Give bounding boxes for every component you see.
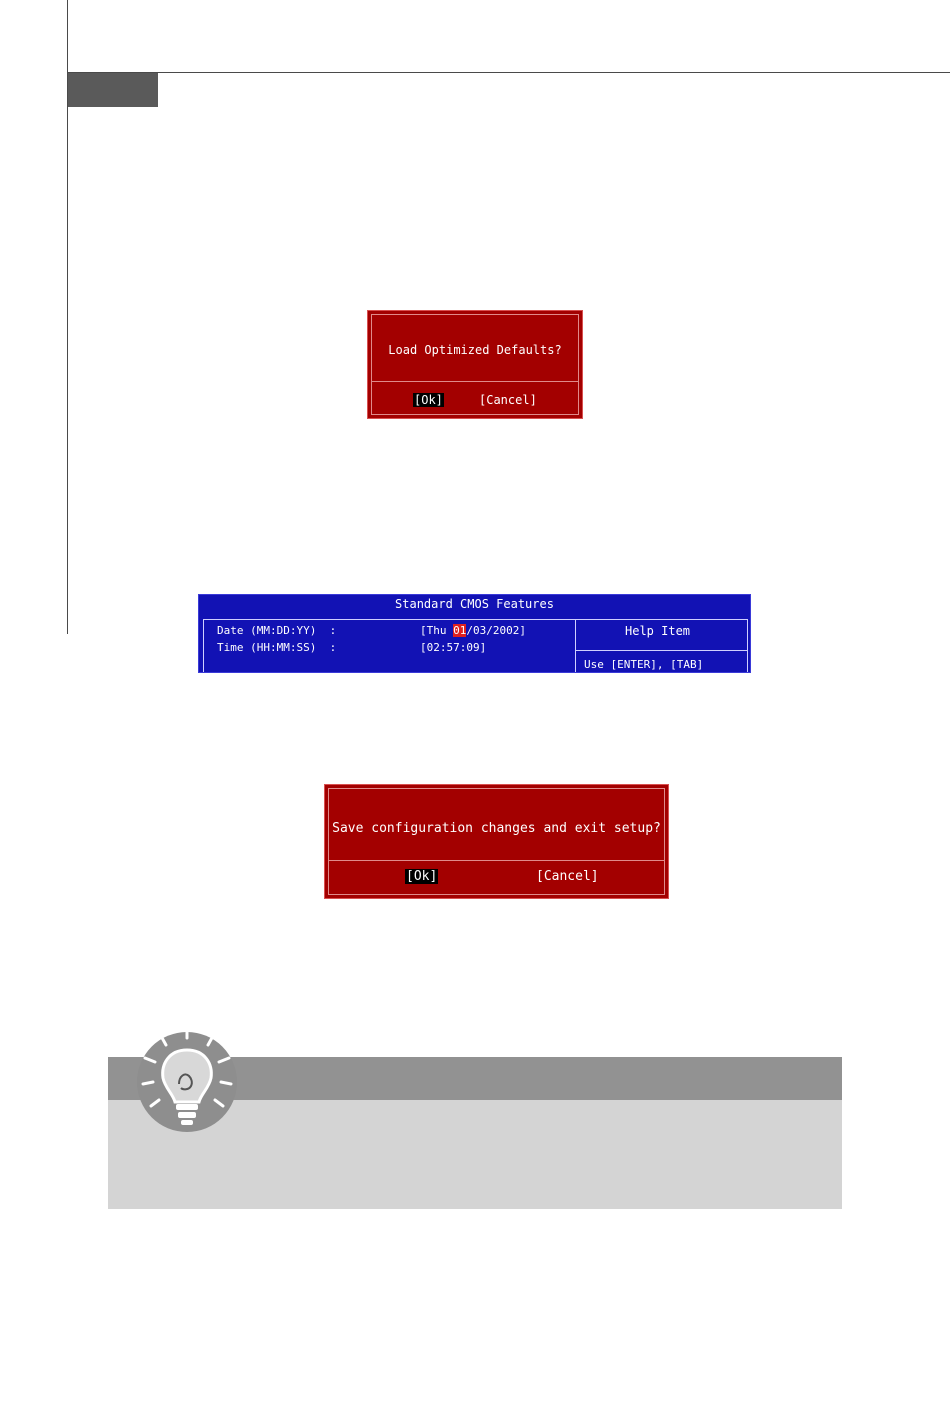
- load-defaults-dialog: [367, 310, 583, 419]
- cancel-button[interactable]: [Cancel]: [536, 869, 599, 884]
- date-value-selected[interactable]: 01: [453, 624, 467, 637]
- dialog-frame: [328, 788, 665, 895]
- help-separator: [575, 650, 747, 651]
- cmos-window-title: Standard CMOS Features: [395, 597, 554, 611]
- time-value[interactable]: [02:57:09]: [420, 641, 487, 654]
- date-value[interactable]: [420, 624, 526, 637]
- date-value-suffix: /03/2002]: [466, 624, 526, 637]
- help-item-title: Help Item: [625, 624, 691, 638]
- cancel-button[interactable]: [Cancel]: [479, 393, 537, 407]
- date-value-prefix: [Thu: [420, 624, 454, 637]
- ok-button[interactable]: [Ok]: [414, 393, 443, 407]
- date-label: Date (MM:DD:YY) :: [217, 624, 337, 637]
- dialog-frame: [371, 314, 579, 415]
- dialog-separator: [372, 381, 578, 382]
- ok-button[interactable]: [Ok]: [406, 869, 438, 884]
- time-label: Time (HH:MM:SS) :: [217, 641, 337, 654]
- cmos-divider: [575, 620, 576, 673]
- lightbulb-hand-icon: [133, 1022, 241, 1140]
- page-top-rule: [67, 72, 950, 73]
- dialog-separator: [329, 860, 664, 861]
- chapter-tab-marker: [68, 73, 158, 107]
- dialog-message: Load Optimized Defaults?: [388, 343, 562, 357]
- dialog-message: Save configuration changes and exit setup?: [332, 821, 661, 836]
- standard-cmos-window: [198, 594, 751, 673]
- cmos-frame: [203, 619, 748, 673]
- help-text: Use [ENTER], [TAB]: [584, 658, 704, 671]
- save-exit-dialog: [324, 784, 669, 899]
